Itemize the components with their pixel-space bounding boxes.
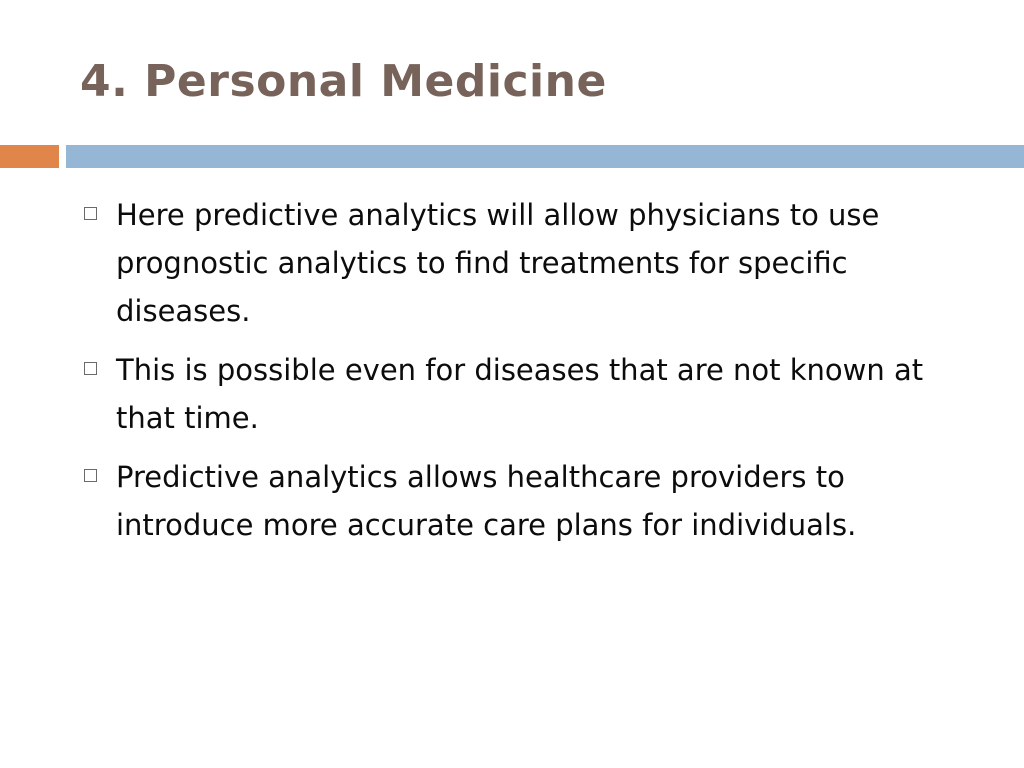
accent-bar-blue xyxy=(66,145,1024,168)
bullet-list xyxy=(80,191,980,560)
accent-bar-orange xyxy=(0,145,59,168)
hollow-square-icon xyxy=(84,207,97,220)
slide-title: 4. Personal Medicine xyxy=(80,56,607,107)
hollow-square-icon xyxy=(84,469,97,482)
bullet-item xyxy=(80,453,980,549)
bullet-text: Here predictive analytics will allow physicians to use prognostic analytics to find treatments for specific diseases. xyxy=(116,198,880,328)
bullet-text: Predictive analytics allows healthcare providers to introduce more accurate care plans for individuals. xyxy=(116,460,857,542)
bullet-item xyxy=(80,191,980,335)
bullet-text: This is possible even for diseases that are not known at that time. xyxy=(116,353,924,435)
bullet-item xyxy=(80,346,980,442)
hollow-square-icon xyxy=(84,362,97,375)
